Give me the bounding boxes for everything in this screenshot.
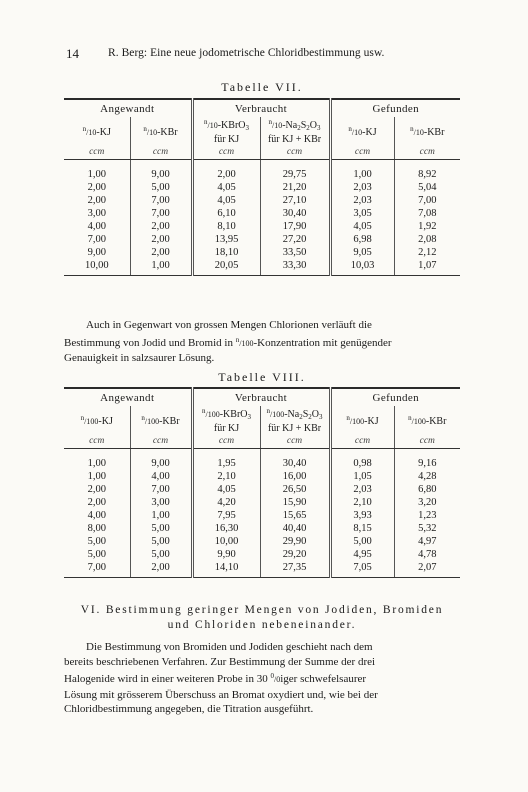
table-cell: 2,00 [87, 195, 106, 206]
table-cell: 26,50 [260, 483, 330, 496]
table-row [64, 220, 460, 233]
table-cell: 3,93 [330, 509, 394, 522]
table-cell: 5,00 [130, 535, 192, 548]
table-cell: 29,90 [260, 535, 330, 548]
table-row [64, 194, 460, 207]
table-cell: 1,00 [87, 169, 106, 180]
paragraph-1-line-2: Bestimmung von Jodid und Bromid in $^n$/100-Konzentration mit genügender [64, 335, 392, 349]
group-header-angewandt: Angewandt [64, 388, 192, 406]
table-7-body [64, 160, 460, 276]
table-cell: 15,90 [260, 496, 330, 509]
unit-label: ccm [394, 145, 460, 160]
table-cell: 5,00 [87, 536, 106, 547]
table-cell: 16,30 [192, 522, 260, 535]
table-cell: 1,00 [87, 471, 106, 482]
unit-label: ccm [130, 145, 192, 160]
table-cell: 27,35 [260, 561, 330, 578]
table-cell: 27,20 [260, 233, 330, 246]
table-cell: 4,05 [192, 194, 260, 207]
column-header: $^n$/100-KJ [80, 414, 113, 427]
table-cell: 2,00 [87, 497, 106, 508]
column-header: $^n/100-Na_2S_2O_3$ für KJ + KBr [260, 406, 330, 434]
paragraph-1 [64, 318, 460, 366]
table-cell: 9,00 [130, 449, 192, 471]
column-header: $^n$/100-KBrO$_3$ für KJ [192, 406, 260, 434]
table-cell: 2,00 [87, 182, 106, 193]
table-cell: 33,30 [260, 259, 330, 276]
table-cell: 5,00 [330, 535, 394, 548]
paragraph-2-line-3: Halogenide wird in einer weiteren Probe in 30 $^0$/0iger schwefelsaurer [64, 672, 367, 686]
column-header: $^n/10-Na_2S_2O_3$ für KJ + KBr [260, 117, 330, 145]
table-cell: 2,10 [330, 496, 394, 509]
table-row [64, 160, 460, 182]
group-header-gefunden: Gefunden [330, 99, 460, 117]
table-cell: 2,00 [130, 233, 192, 246]
page-number: 14 [66, 46, 79, 61]
table-row [64, 561, 460, 578]
table-cell: 30,40 [260, 207, 330, 220]
paragraph-2-line-1: Die Bestimmung von Bromiden und Jodiden geschieht nach dem [86, 641, 373, 653]
table-8 [64, 387, 460, 578]
group-header-angewandt: Angewandt [64, 99, 192, 117]
unit-row [64, 434, 460, 449]
table-cell: 9,05 [330, 246, 394, 259]
table-row [64, 548, 460, 561]
unit-label: ccm [260, 434, 330, 449]
table-cell: 8,92 [394, 160, 460, 182]
column-header: $^n$/100-KBr [394, 406, 460, 434]
table-row [64, 207, 460, 220]
table-cell: 8,00 [87, 523, 106, 534]
table-cell: 7,05 [330, 561, 394, 578]
subheader-row [64, 406, 460, 434]
column-header: $^n$/10-KBrO$_3$ für KJ [192, 117, 260, 145]
unit-label: ccm [64, 145, 130, 160]
table-cell: 5,00 [87, 549, 106, 560]
table-cell: 40,40 [260, 522, 330, 535]
unit-label: ccm [330, 145, 394, 160]
table-cell: 1,00 [330, 160, 394, 182]
table-cell: 2,00 [130, 561, 192, 578]
table-cell: 4,00 [87, 221, 106, 232]
table-cell: 1,00 [87, 458, 106, 469]
table-cell: 1,92 [394, 220, 460, 233]
table-cell: 1,00 [130, 509, 192, 522]
paragraph-1-line-1: Auch in Gegenwart von grossen Mengen Chlorionen verläuft die [86, 319, 372, 331]
paragraph-2-line-2: bereits beschriebenen Verfahren. Zur Bestimmung der Summe der drei [64, 655, 376, 668]
table-cell: 7,00 [394, 194, 460, 207]
table-cell: 27,10 [260, 194, 330, 207]
table-cell: 6,98 [330, 233, 394, 246]
unit-label: ccm [192, 434, 260, 449]
table-cell: 4,05 [330, 220, 394, 233]
unit-row [64, 145, 460, 160]
table-row [64, 535, 460, 548]
table-row [64, 522, 460, 535]
table-7 [64, 98, 460, 276]
table-cell: 7,00 [64, 561, 130, 578]
table-cell: 2,00 [130, 246, 192, 259]
column-header: $^n$/10-KBr [394, 117, 460, 145]
table-cell: 5,00 [130, 522, 192, 535]
table-cell: 15,65 [260, 509, 330, 522]
table-cell: 7,00 [130, 483, 192, 496]
table-cell: 4,00 [130, 470, 192, 483]
table-row [64, 470, 460, 483]
table-cell: 29,20 [260, 548, 330, 561]
table-cell: 1,05 [330, 470, 394, 483]
group-header-gefunden: Gefunden [330, 388, 460, 406]
table-cell: 10,00 [192, 535, 260, 548]
table-cell: 18,10 [192, 246, 260, 259]
table-cell: 2,08 [394, 233, 460, 246]
table-cell: 2,03 [330, 181, 394, 194]
table-cell: 4,00 [87, 510, 106, 521]
unit-label: ccm [330, 434, 394, 449]
table-cell: 4,05 [192, 483, 260, 496]
table-cell: 1,23 [394, 509, 460, 522]
table-cell: 13,95 [192, 233, 260, 246]
table-cell: 2,00 [192, 160, 260, 182]
table-cell: 2,00 [87, 484, 106, 495]
table-cell: 5,32 [394, 522, 460, 535]
running-title: R. Berg: Eine neue jodometrische Chloridbestimmung usw. [108, 47, 385, 59]
column-header: $^n$/100-KBr [130, 406, 192, 434]
group-header-verbraucht: Verbraucht [192, 388, 330, 406]
table-cell: 3,05 [330, 207, 394, 220]
table-cell: 2,03 [330, 194, 394, 207]
table-cell: 16,00 [260, 470, 330, 483]
table-cell: 5,00 [130, 548, 192, 561]
unit-label: ccm [260, 145, 330, 160]
table-row [64, 509, 460, 522]
table-cell: 8,15 [330, 522, 394, 535]
table-cell: 20,05 [192, 259, 260, 276]
unit-label: ccm [130, 434, 192, 449]
table-row [64, 449, 460, 471]
table-cell: 8,10 [192, 220, 260, 233]
paragraph-2-line-4: Lösung mit grösserem Überschuss an Bromat oxydiert und, wie bei der [64, 688, 378, 701]
table-cell: 14,10 [192, 561, 260, 578]
table-cell: 10,00 [64, 259, 130, 276]
column-header: $^n$/100-KJ [330, 406, 394, 434]
table-cell: 9,00 [130, 160, 192, 182]
table-8-caption: Tabelle VIII. [218, 370, 306, 384]
table-row [64, 181, 460, 194]
table-cell: 7,00 [130, 194, 192, 207]
table-cell: 1,00 [130, 259, 192, 276]
column-header: $^n$/10-KBr [130, 117, 192, 145]
table-cell: 3,00 [87, 208, 106, 219]
table-cell: 2,12 [394, 246, 460, 259]
table-cell: 30,40 [260, 449, 330, 471]
paragraph-2-line-5: Chloridbestimmung angegeben, die Titration ausgeführt. [64, 703, 314, 716]
table-cell: 21,20 [260, 181, 330, 194]
table-cell: 0,98 [330, 449, 394, 471]
unit-label: ccm [192, 145, 260, 160]
table-cell: 7,95 [192, 509, 260, 522]
table-cell: 2,00 [130, 220, 192, 233]
table-row [64, 246, 460, 259]
section-heading [64, 603, 460, 633]
table-cell: 3,20 [394, 496, 460, 509]
table-cell: 9,00 [87, 247, 106, 258]
table-cell: 3,00 [130, 496, 192, 509]
table-cell: 29,75 [260, 160, 330, 182]
table-cell: 1,07 [394, 259, 460, 276]
table-cell: 2,03 [330, 483, 394, 496]
table-cell: 6,10 [192, 207, 260, 220]
table-cell: 4,20 [192, 496, 260, 509]
table-8-body [64, 449, 460, 578]
table-row [64, 259, 460, 276]
paragraph-1-line-3: Genauigkeit in salzsaurer Lösung. [64, 352, 215, 365]
table-row [64, 496, 460, 509]
table-cell: 7,08 [394, 207, 460, 220]
group-header-verbraucht: Verbraucht [192, 99, 330, 117]
table-cell: 9,90 [192, 548, 260, 561]
table-cell: 17,90 [260, 220, 330, 233]
table-cell: 2,10 [192, 470, 260, 483]
section-heading-line-2: und Chloriden nebeneinander. [167, 619, 357, 631]
table-cell: 33,50 [260, 246, 330, 259]
table-cell: 5,00 [130, 181, 192, 194]
table-row [64, 233, 460, 246]
section-heading-line-1: VI. Bestimmung geringer Mengen von Jodiden, Bromiden [80, 604, 444, 616]
column-header: $^n$/10-KJ [82, 125, 111, 138]
table-cell: 4,97 [394, 535, 460, 548]
table-cell: 10,03 [330, 259, 394, 276]
table-cell: 5,04 [394, 181, 460, 194]
column-header: $^n$/10-KJ [330, 117, 394, 145]
paragraph-2 [64, 640, 460, 717]
table-cell: 9,16 [394, 449, 460, 471]
table-7-caption: Tabelle VII. [221, 80, 303, 94]
table-cell: 1,95 [192, 449, 260, 471]
table-cell: 4,78 [394, 548, 460, 561]
table-cell: 4,28 [394, 470, 460, 483]
table-cell: 7,00 [130, 207, 192, 220]
table-cell: 7,00 [87, 234, 106, 245]
table-cell: 2,07 [394, 561, 460, 578]
table-cell: 4,05 [192, 181, 260, 194]
table-cell: 6,80 [394, 483, 460, 496]
unit-label: ccm [64, 434, 130, 449]
table-row [64, 483, 460, 496]
table-cell: 4,95 [330, 548, 394, 561]
unit-label: ccm [394, 434, 460, 449]
subheader-row [64, 117, 460, 145]
